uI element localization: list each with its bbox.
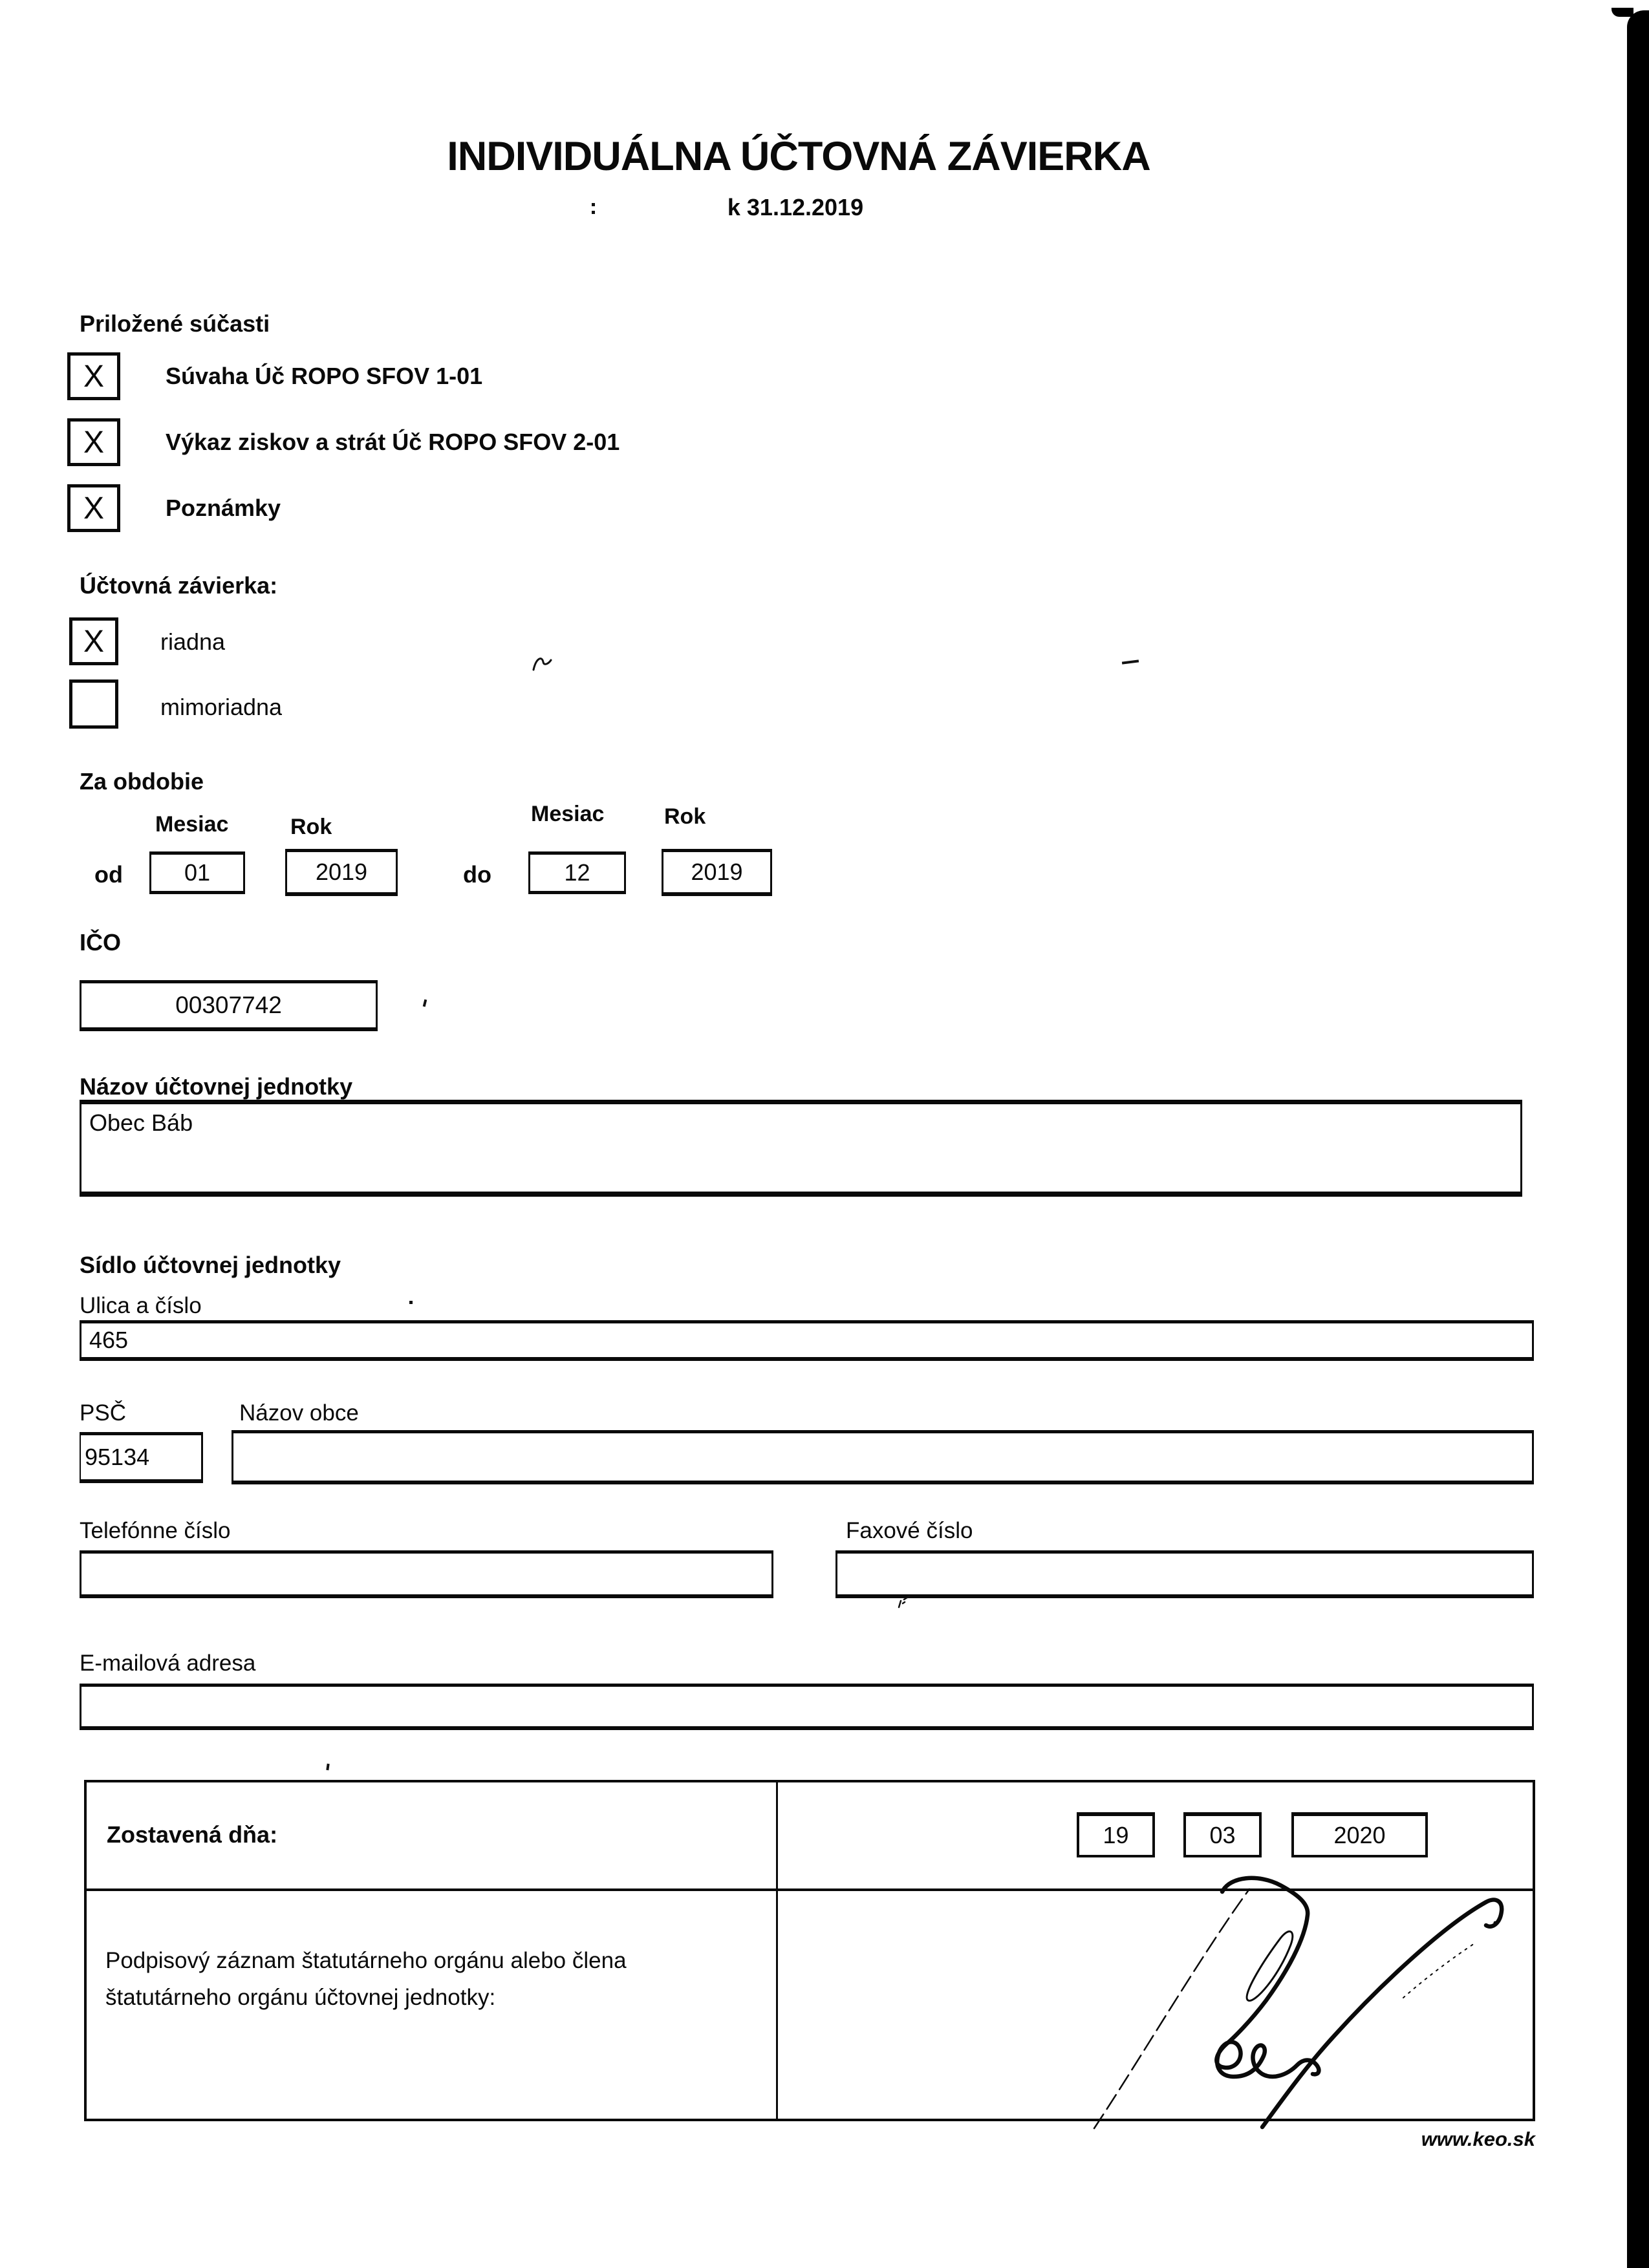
street-value: 465 xyxy=(89,1327,129,1353)
closing-label-mimoriadna: mimoriadna xyxy=(160,694,283,720)
compiled-date-label: Zostavená dňa: xyxy=(107,1821,278,1848)
scan-speck-3 xyxy=(409,1301,413,1304)
checkbox-suvaha-mark: X xyxy=(83,359,104,394)
form-title: INDIVIDUÁLNA ÚČTOVNÁ ZÁVIERKA xyxy=(447,134,1150,179)
signature-entry-stroke xyxy=(1094,1889,1249,2128)
entity-name-value: Obec Báb xyxy=(89,1109,193,1136)
period-from-label: od xyxy=(94,861,123,888)
scan-edge-nub xyxy=(1611,8,1633,17)
phone-field xyxy=(80,1550,773,1598)
attachments-heading: Priložené súčasti xyxy=(80,310,270,337)
checkbox-riadna-mark: X xyxy=(83,624,104,659)
period-to-year-label: Rok xyxy=(664,804,706,829)
entity-name-field xyxy=(80,1100,1522,1197)
compiled-day-value: 19 xyxy=(1103,1822,1129,1848)
zip-field xyxy=(80,1432,203,1483)
signatory-label xyxy=(105,1942,627,2016)
scan-edge-bar xyxy=(1627,10,1649,2268)
checkbox-poznamky-mark: X xyxy=(83,491,104,526)
period-to-year-field xyxy=(662,849,772,896)
compiled-month-value: 03 xyxy=(1209,1822,1236,1848)
checkbox-vykaz xyxy=(67,418,120,466)
checkbox-poznamky xyxy=(67,484,120,532)
signature-sweep xyxy=(1262,1899,1502,2127)
period-from-year-value: 2019 xyxy=(315,859,368,885)
period-from-month-label: Mesiac xyxy=(155,812,229,837)
period-from-year-label: Rok xyxy=(290,815,332,839)
office-heading: Sídlo účtovnej jednotky xyxy=(80,1252,341,1278)
fax-label: Faxové číslo xyxy=(846,1518,973,1543)
period-to-label: do xyxy=(463,861,491,888)
ico-value: 00307742 xyxy=(175,992,282,1018)
attachment-label-vykaz: Výkaz ziskov a strát Úč ROPO SFOV 2-01 xyxy=(166,429,620,455)
period-heading: Za obdobie xyxy=(80,768,204,795)
signatory-label-line1: Podpisový záznam štatutárneho orgánu alebo člena xyxy=(105,1948,627,1973)
closing-label-riadna: riadna xyxy=(160,628,226,655)
scan-speck xyxy=(592,203,595,206)
checkbox-mimoriadna xyxy=(69,679,118,729)
town-field xyxy=(232,1430,1534,1484)
street-field xyxy=(80,1320,1534,1361)
table-column-divider xyxy=(776,1782,778,2119)
checkbox-riadna xyxy=(69,617,118,665)
email-label: E-mailová adresa xyxy=(80,1651,256,1676)
closing-heading: Účtovná závierka: xyxy=(80,572,278,599)
phone-label: Telefónne číslo xyxy=(80,1518,231,1543)
period-from-month-value: 01 xyxy=(184,859,211,886)
scan-squiggle-2 xyxy=(895,1594,914,1610)
ico-field xyxy=(80,980,378,1031)
scan-speck-2 xyxy=(423,1000,427,1007)
zip-value: 95134 xyxy=(85,1444,150,1470)
period-from-month-field xyxy=(149,851,245,894)
period-to-month-label: Mesiac xyxy=(531,802,605,826)
scan-speck-5 xyxy=(326,1764,329,1770)
signature-hairline xyxy=(1403,1943,1474,1998)
checkbox-vykaz-mark: X xyxy=(83,425,104,460)
signature-ink-dot xyxy=(1494,1921,1497,1925)
email-field xyxy=(80,1684,1534,1730)
entity-name-label: Názov účtovnej jednotky xyxy=(80,1073,353,1100)
form-subtitle: k 31.12.2019 xyxy=(727,194,864,220)
checkbox-suvaha xyxy=(67,352,120,400)
ico-label: IČO xyxy=(80,929,122,956)
scan-dash xyxy=(1122,659,1139,664)
signature-main-loop xyxy=(1216,1878,1319,2077)
town-label: Názov obce xyxy=(239,1400,359,1426)
zip-label: PSČ xyxy=(80,1400,126,1426)
signature-inner-sliver xyxy=(1247,1931,1293,2000)
attachment-label-poznamky: Poznámky xyxy=(166,495,281,521)
attachment-label-suvaha: Súvaha Úč ROPO SFOV 1-01 xyxy=(166,363,483,389)
signatory-label-line2: štatutárneho orgánu účtovnej jednotky: xyxy=(105,1985,496,2010)
period-to-month-value: 12 xyxy=(564,859,590,886)
period-to-year-value: 2019 xyxy=(691,859,743,885)
period-to-month-field xyxy=(528,851,626,894)
period-from-year-field xyxy=(285,849,398,896)
compiled-year-value: 2020 xyxy=(1333,1822,1386,1848)
fax-field xyxy=(835,1550,1534,1598)
street-label: Ulica a číslo xyxy=(80,1293,202,1318)
signature-scribble xyxy=(1067,1849,1552,2146)
scan-squiggle xyxy=(532,654,554,672)
footer-url: www.keo.sk xyxy=(1421,2128,1535,2150)
